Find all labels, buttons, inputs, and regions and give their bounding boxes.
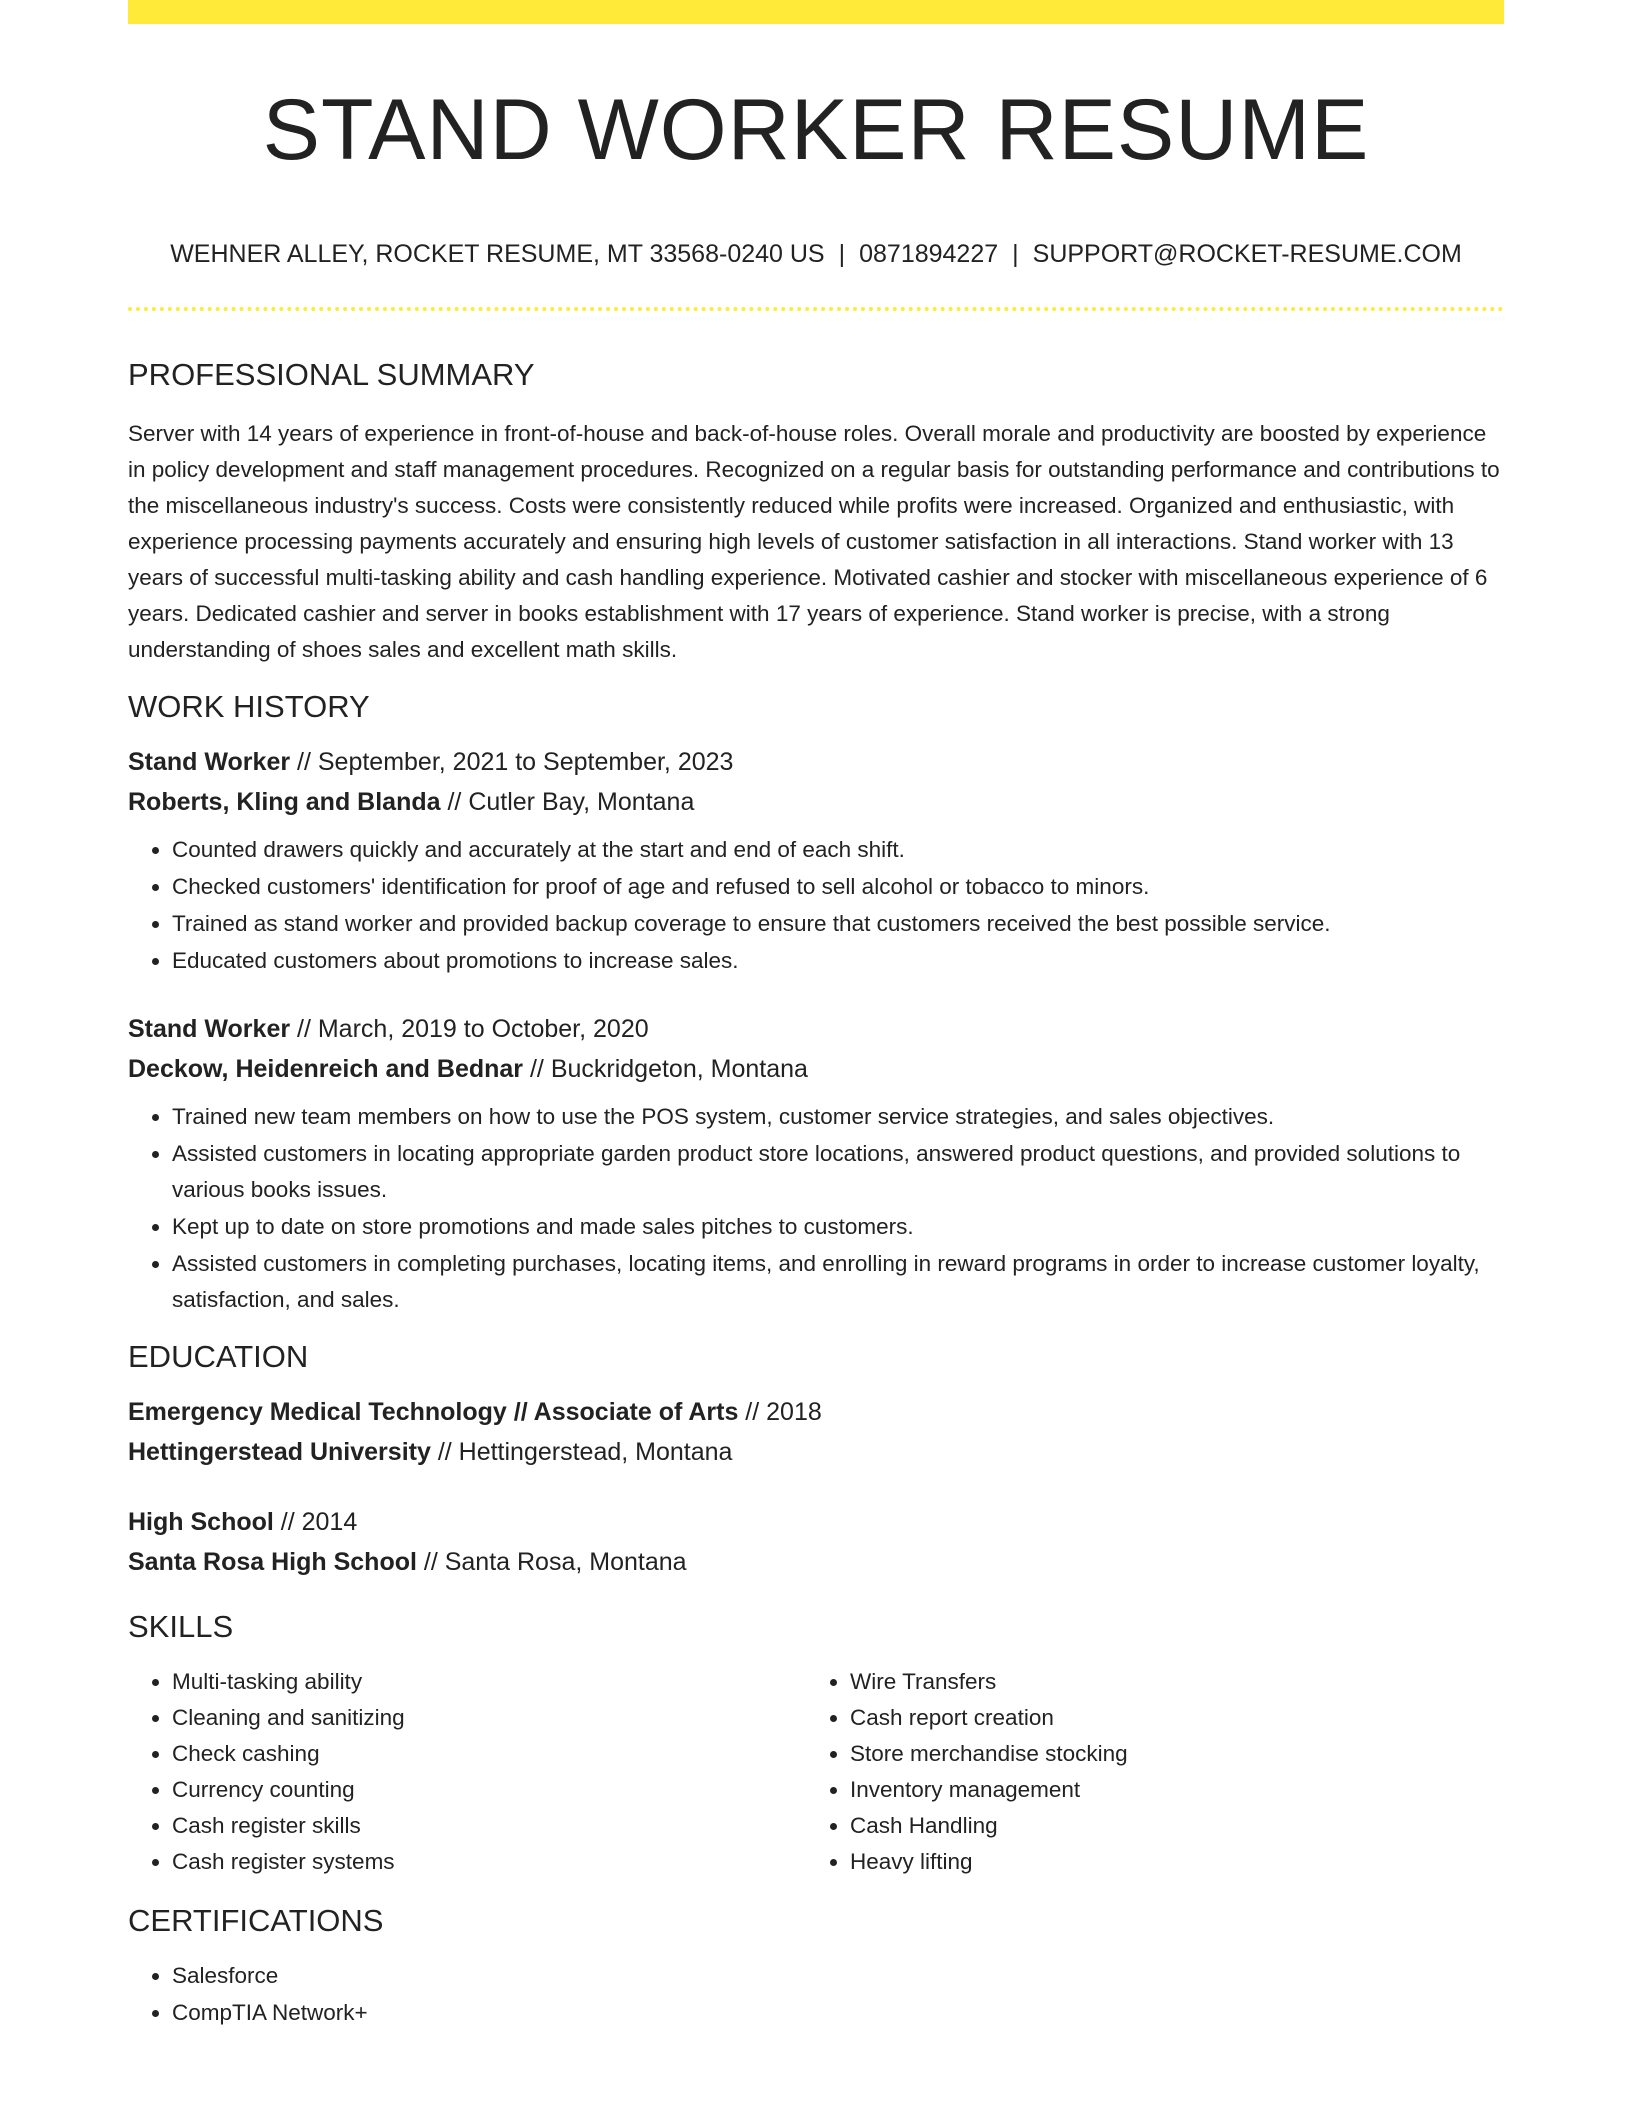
contact-line [128,236,1504,272]
section-title: SKILLS [128,1609,234,1644]
list-item: • Trained new team members on how to use the POS system, customer service strategies, and sales objectives. [172,1099,1504,1135]
work-history-section [128,682,1504,1318]
list-item: • Cash Handling [850,1808,1484,1844]
summary-section [128,350,1504,668]
school-location: // Hettingerstead, Montana [430,1438,733,1466]
list-item: • Inventory management [850,1772,1484,1808]
degree-line [128,1392,1504,1432]
summary-text: Server with 14 years of experience in front-of-house and back-of-house roles. Overall morale and productivity are boosted by experience in policy development and staff management procedures. Recognized on a regular basis for outstanding performance and contributions to the miscellaneous industry's success. Costs were consistently reduced while profits were increased. Organized and enthusiastic, with experience processing payments accurately and ensuring high levels of customer satisfaction in all interactions. Stand worker with 13 years of successful multi-tasking ability and cash handling experience. Motivated cashier and stocker with miscellaneous experience of 6 years. Dedicated cashier and server in books establishment with 17 years of experience. Stand worker is precise, with a strong understanding of shoes sales and excellent math skills. [128,421,1500,662]
list-item: • Salesforce [172,1958,1504,1994]
list-item: • Store merchandise stocking [850,1736,1484,1772]
degree-year: // 2018 [738,1398,822,1426]
job-role: Stand Worker [128,748,291,776]
skills-columns [128,1664,1504,1880]
list-item: • CompTIA Network+ [172,1995,1504,2031]
contact-phone: 0871894227 [859,240,999,268]
education-entry [128,1392,1504,1472]
degree-line [128,1502,1504,1542]
list-item: • Trained as stand worker and provided backup coverage to ensure that customers received the best possible service. [172,906,1504,942]
job-title-line [128,1009,1504,1049]
education-section [128,1332,1504,1582]
dotted-divider [128,307,1504,311]
section-title: EDUCATION [128,1339,309,1374]
job-company-line [128,1049,1504,1089]
list-item: • Kept up to date on store promotions and made sales pitches to customers. [172,1209,1504,1245]
job-entry [128,1009,1504,1318]
skills-list-left [128,1664,806,1880]
job-dates: // March, 2019 to October, 2020 [290,1015,649,1043]
list-item: • Checked customers' identification for proof of age and refused to sell alcohol or tobacco to minors. [172,869,1504,905]
list-item: • Wire Transfers [850,1664,1484,1700]
job-company: Roberts, Kling and Blanda [128,788,441,816]
job-bullets [128,832,1504,979]
contact-separator: | [1012,240,1019,268]
degree: Emergency Medical Technology // Associate of Arts [128,1398,739,1426]
job-entry [128,742,1504,979]
list-item: • Currency counting [172,1772,806,1808]
list-item: • Counted drawers quickly and accurately at the start and end of each shift. [172,832,1504,868]
degree: High School [128,1508,274,1536]
job-bullets [128,1099,1504,1318]
list-item: • Cash register systems [172,1844,806,1880]
degree-year: // 2014 [273,1508,358,1536]
job-location: // Cutler Bay, Montana [440,788,695,816]
school-location: // Santa Rosa, Montana [416,1548,687,1576]
job-location: // Buckridgeton, Montana [523,1055,808,1083]
skills-list-right [806,1664,1484,1880]
resume-body [128,350,1504,2032]
resume-title: STAND WORKER RESUME [262,82,1370,178]
list-item: • Assisted customers in completing purchases, locating items, and enrolling in reward programs in order to increase customer loyalty, satisfaction, and sales. [172,1246,1504,1318]
list-item: • Assisted customers in locating appropriate garden product store locations, answered product questions, and provided solutions to various books issues. [172,1136,1504,1208]
accent-bar [128,0,1504,24]
section-title: CERTIFICATIONS [128,1903,384,1938]
job-dates: // September, 2021 to September, 2023 [290,748,734,776]
skills-section [128,1602,1504,1880]
list-item: • Educated customers about promotions to increase sales. [172,943,1504,979]
list-item: • Check cashing [172,1736,806,1772]
school-line [128,1432,1504,1472]
contact-separator: | [838,240,846,268]
list-item: • Multi-tasking ability [172,1664,806,1700]
job-company: Deckow, Heidenreich and Bednar [128,1055,524,1083]
list-item: • Cash register skills [172,1808,806,1844]
job-company-line [128,782,1504,822]
school: Santa Rosa High School [128,1548,417,1576]
contact-address: WEHNER ALLEY, ROCKET RESUME, MT 33568-0240 US [170,240,825,268]
job-role: Stand Worker [128,1015,291,1043]
certifications-list [128,1958,1504,2031]
education-entry [128,1502,1504,1582]
section-title: PROFESSIONAL SUMMARY [128,357,535,392]
section-title: WORK HISTORY [128,689,370,724]
certifications-section [128,1896,1504,2031]
list-item: • Heavy lifting [850,1844,1484,1880]
school-line [128,1542,1504,1582]
job-title-line [128,742,1504,782]
school: Hettingerstead University [128,1438,431,1466]
list-item: • Cash report creation [850,1700,1484,1736]
list-item: • Cleaning and sanitizing [172,1700,806,1736]
contact-email[interactable]: SUPPORT@ROCKET-RESUME.COM [1032,240,1462,268]
